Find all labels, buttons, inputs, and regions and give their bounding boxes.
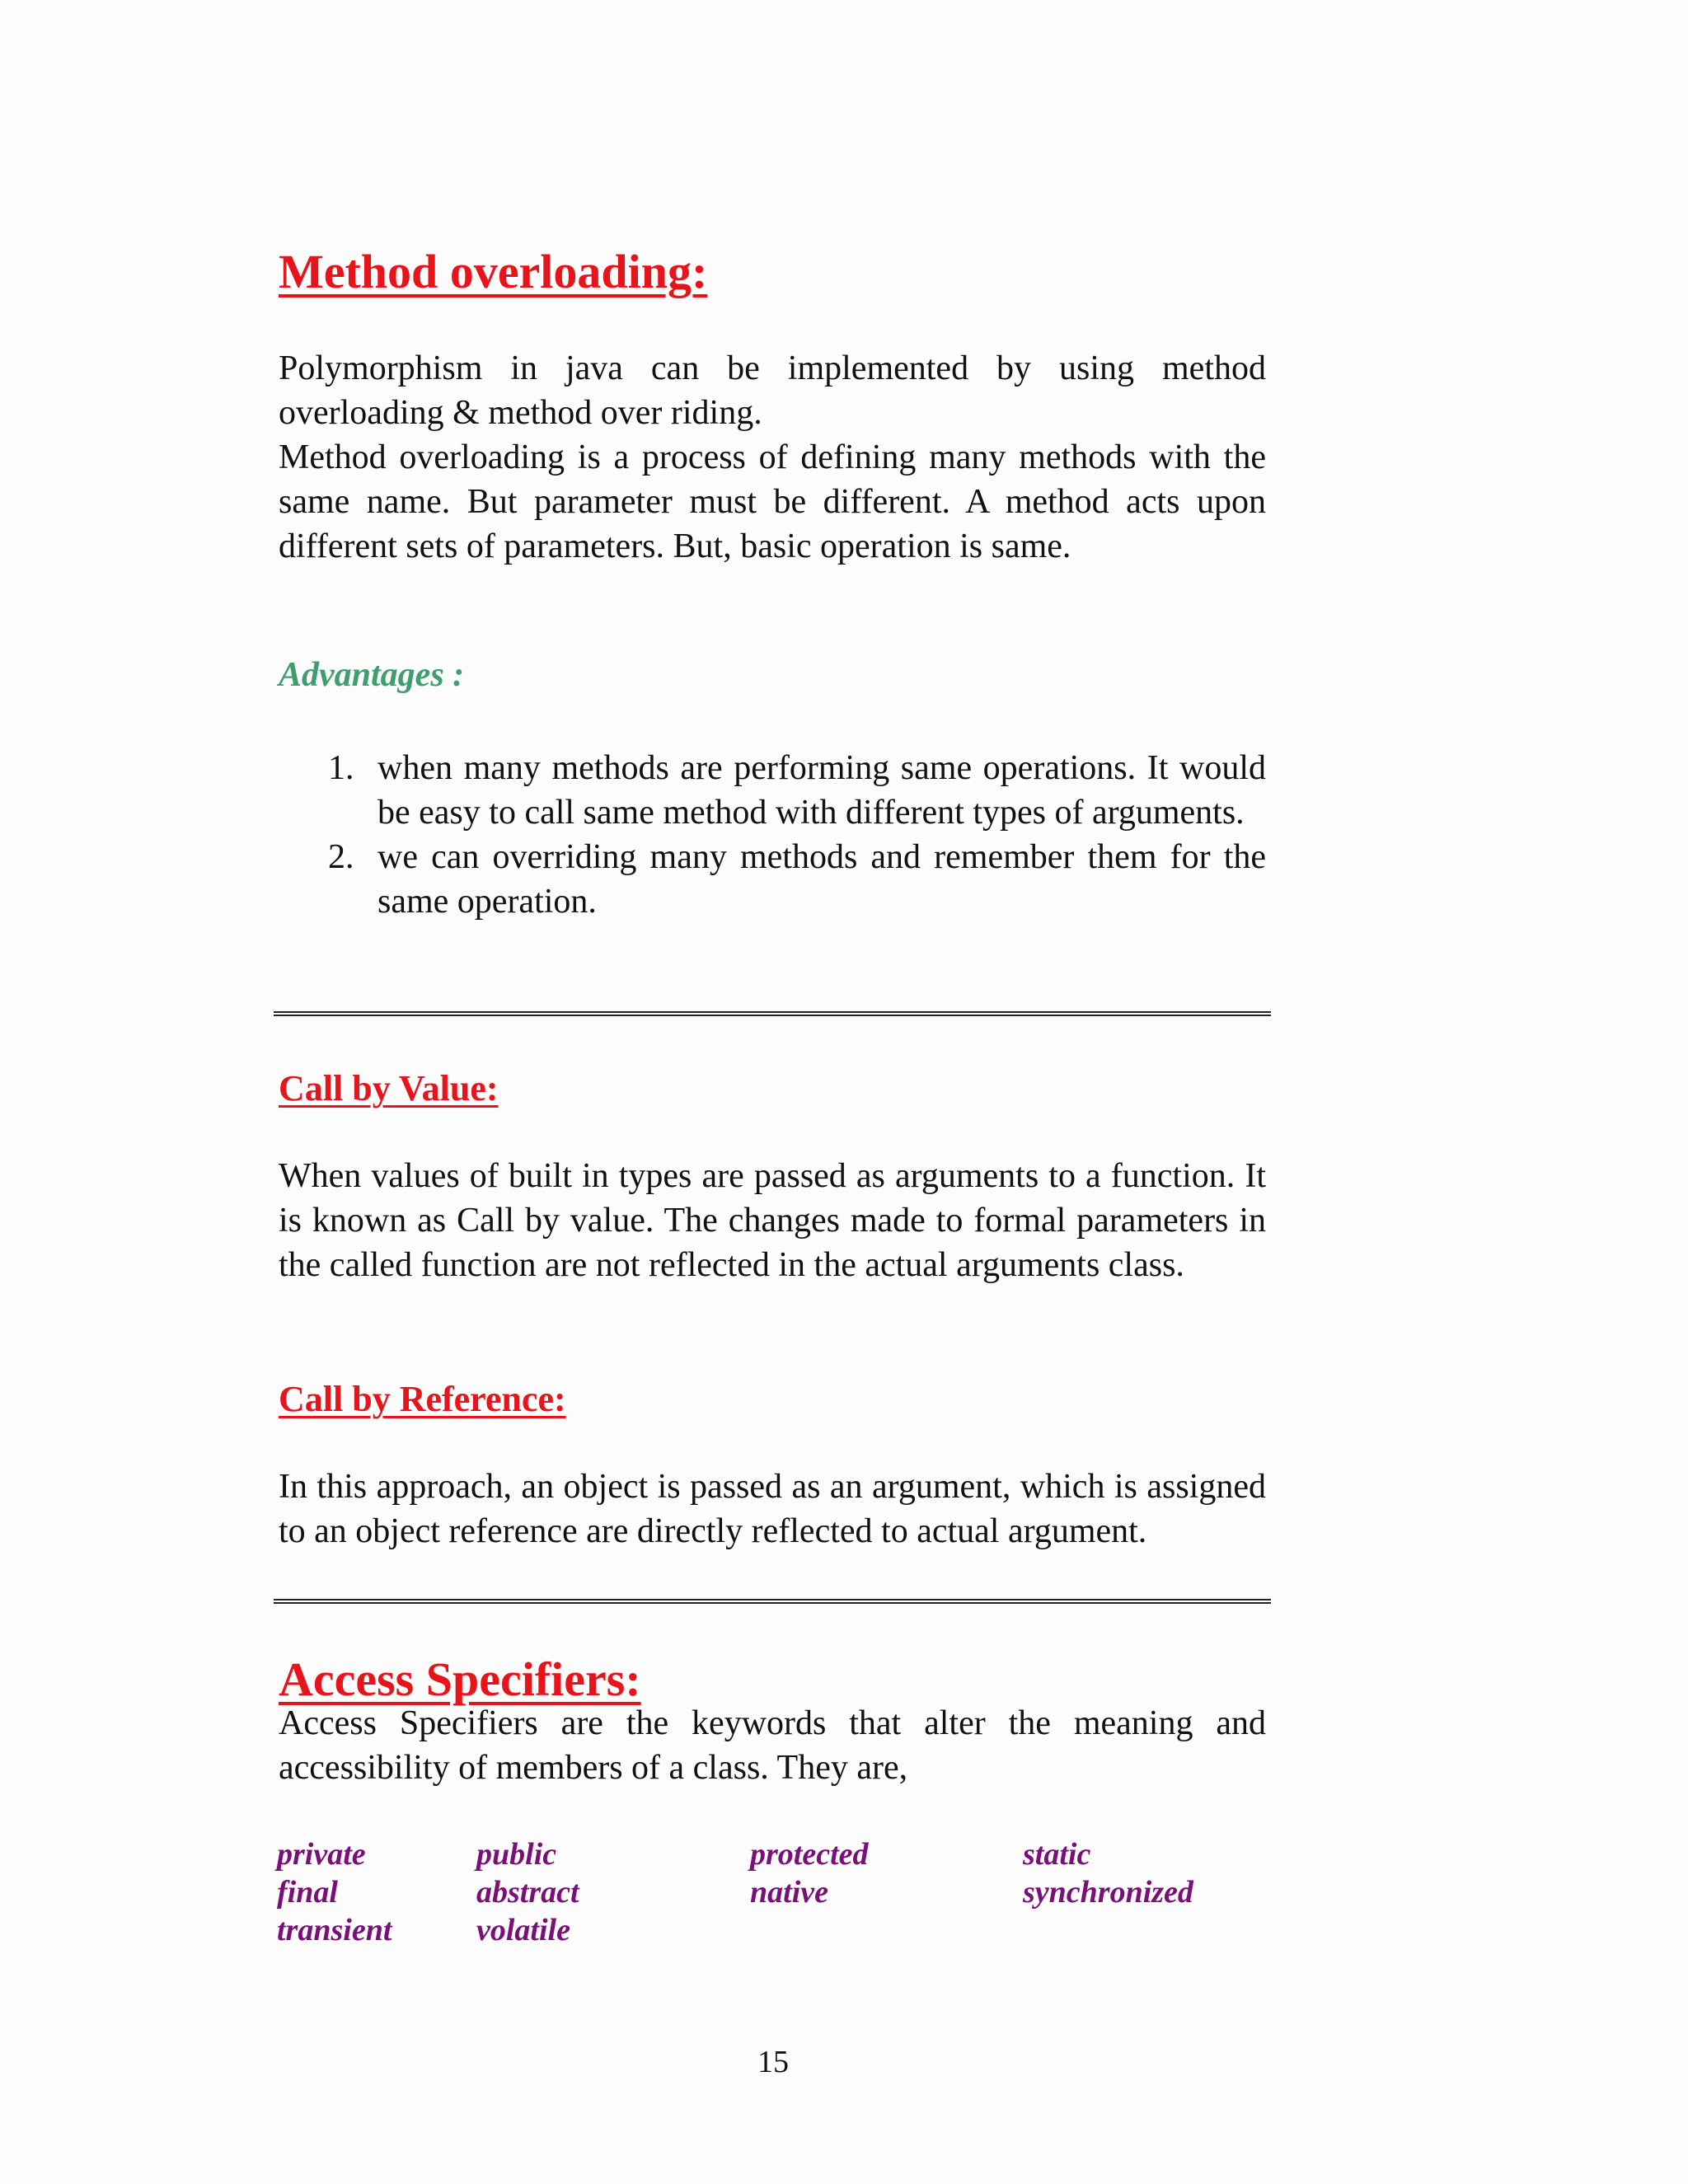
list-item-text: when many methods are performing same operations. It would be easy to call same method with different types of arguments. bbox=[377, 749, 1266, 832]
list-item bbox=[328, 835, 1266, 924]
keyword-private: private bbox=[277, 1837, 366, 1872]
section-divider bbox=[274, 1011, 1271, 1016]
access-specifiers-text bbox=[279, 1701, 1266, 1790]
section-divider bbox=[274, 1599, 1271, 1604]
page-number: 15 bbox=[757, 2045, 789, 2079]
keyword-native: native bbox=[750, 1875, 828, 1910]
keyword-synchronized: synchronized bbox=[1023, 1875, 1193, 1910]
call-by-reference-heading: Call by Reference: bbox=[279, 1379, 566, 1419]
list-item-number: 1. bbox=[328, 749, 354, 787]
paragraph-polymorphism: Polymorphism in java can be implemented by using method overloading & method over riding. bbox=[279, 349, 1266, 432]
keyword-abstract: abstract bbox=[476, 1875, 579, 1910]
access-specifiers-heading: Access Specifiers: bbox=[279, 1652, 641, 1706]
keyword-static: static bbox=[1023, 1837, 1091, 1872]
list-item-number: 2. bbox=[328, 838, 354, 876]
keyword-volatile: volatile bbox=[476, 1913, 570, 1947]
paragraph-access-specifiers: Access Specifiers are the keywords that alter the meaning and accessibility of members of a class. They are, bbox=[279, 1704, 1266, 1787]
keyword-final: final bbox=[277, 1875, 338, 1910]
method-overloading-text bbox=[279, 346, 1266, 569]
list-item-text: we can overriding many methods and remember them for the same operation. bbox=[377, 838, 1266, 921]
keyword-public: public bbox=[476, 1837, 557, 1872]
call-by-value-text bbox=[279, 1154, 1266, 1287]
advantages-list bbox=[328, 746, 1266, 924]
call-by-reference-text bbox=[279, 1465, 1266, 1554]
method-overloading-heading: Method overloading: bbox=[279, 245, 708, 298]
paragraph-call-by-reference: In this approach, an object is passed as an argument, which is assigned to an object reference are directly reflected to actual argument. bbox=[279, 1468, 1266, 1550]
keyword-transient: transient bbox=[277, 1913, 392, 1947]
list-item bbox=[328, 746, 1266, 835]
call-by-value-heading: Call by Value: bbox=[279, 1068, 499, 1108]
paragraph-call-by-value: When values of built in types are passed as arguments to a function. It is known as Call by value. The changes made to formal parameters in the called function are not reflected in the actual arguments class. bbox=[279, 1157, 1266, 1284]
advantages-label: Advantages : bbox=[279, 656, 465, 694]
keyword-protected: protected bbox=[750, 1837, 869, 1872]
paragraph-overloading-definition: Method overloading is a process of defining many methods with the same name. But parameter must be different. A method acts upon different sets of parameters. But, basic operation is same. bbox=[279, 438, 1266, 565]
